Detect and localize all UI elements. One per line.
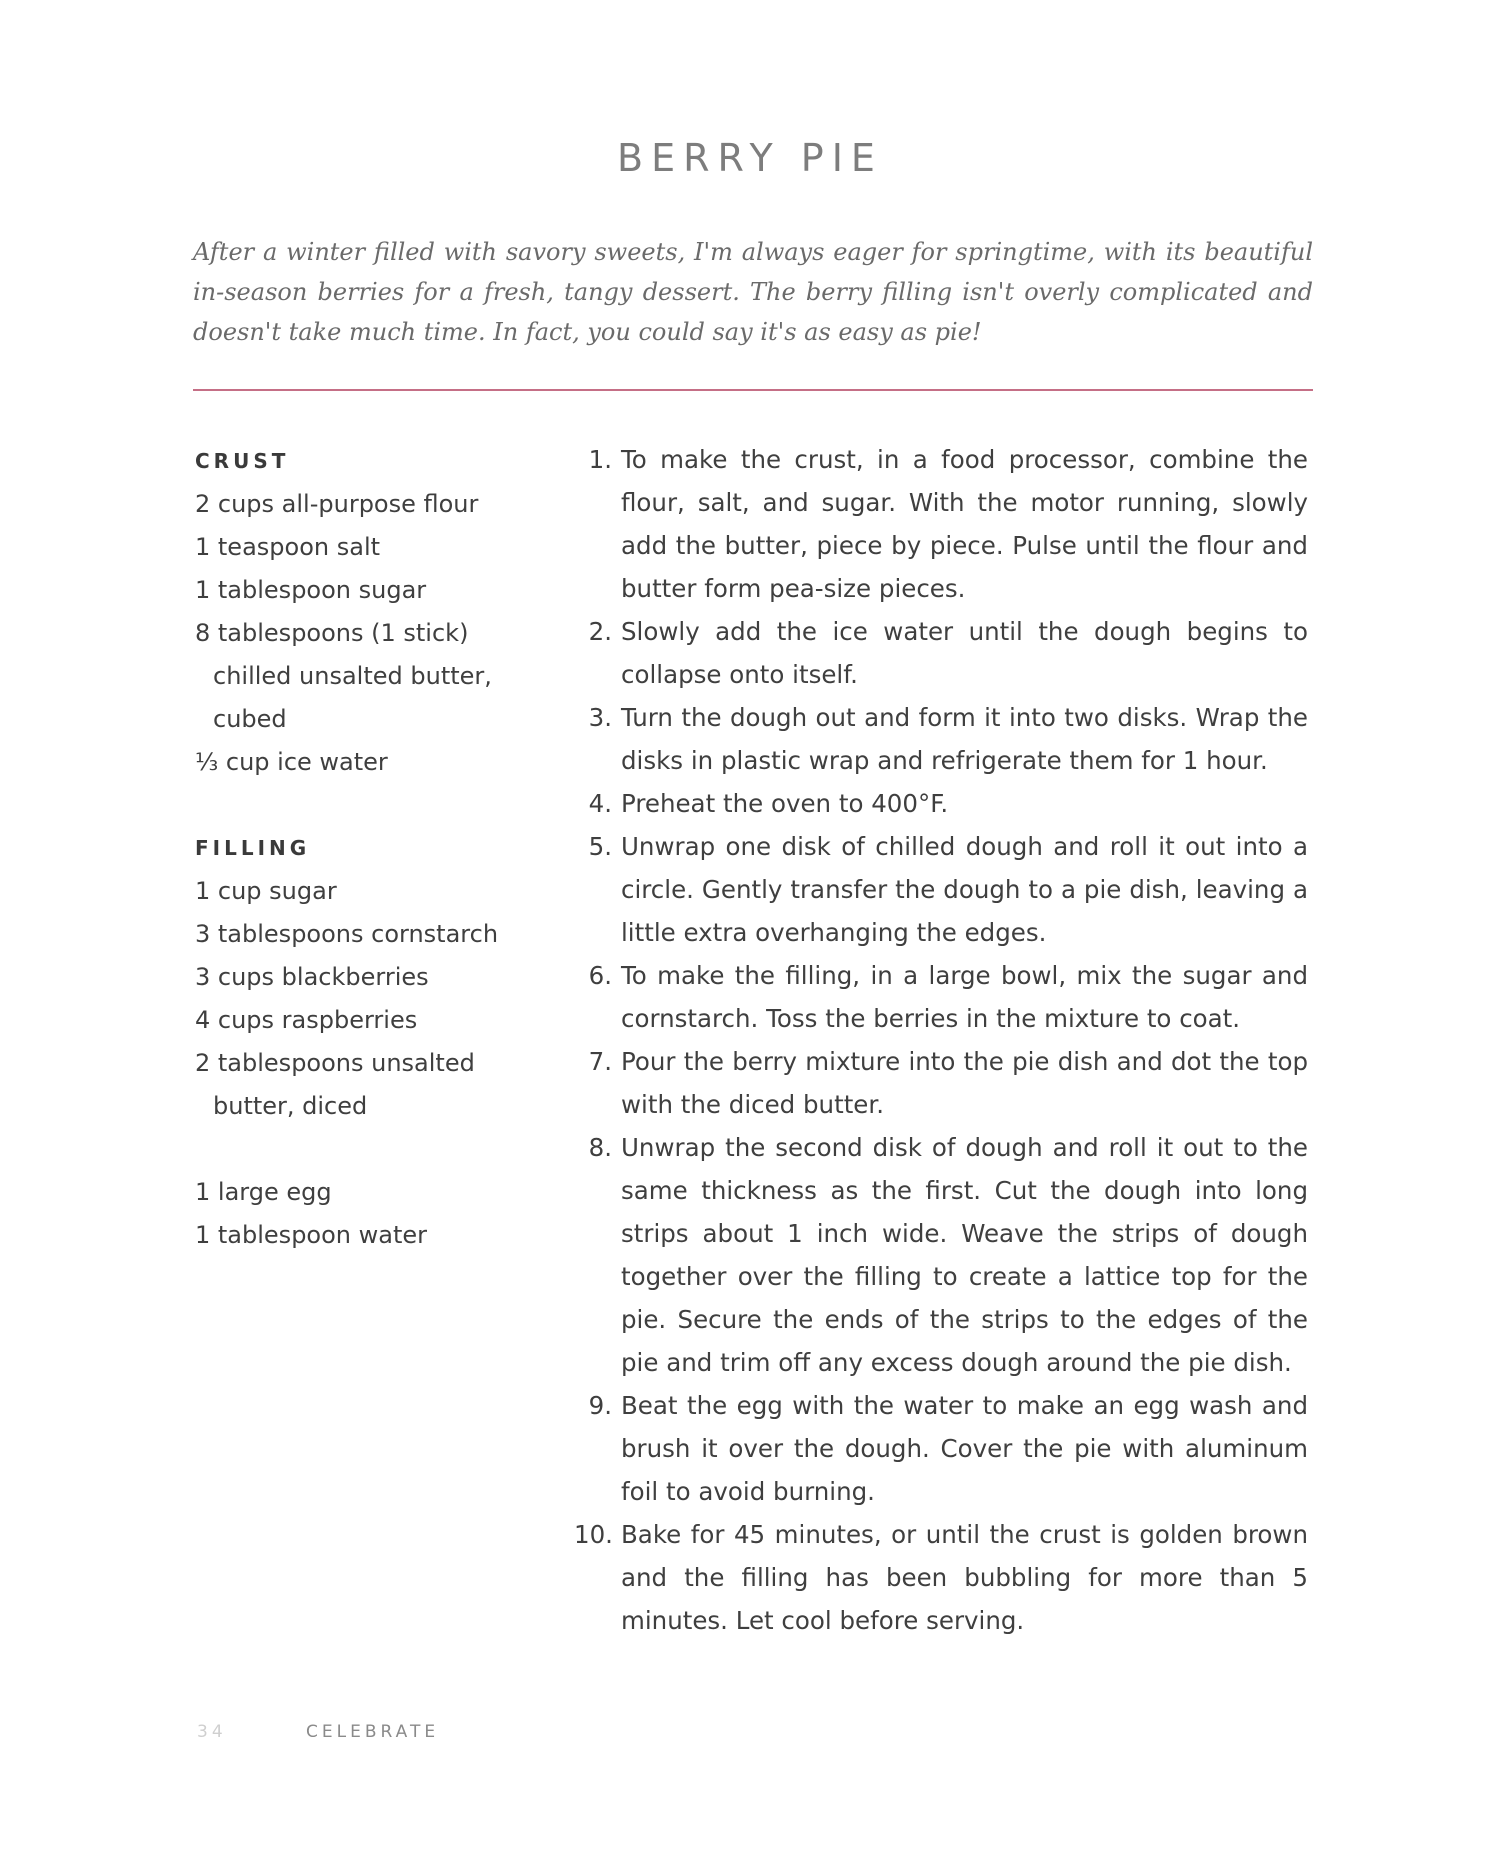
- step-number: 1.: [588, 445, 612, 474]
- step-number: 6.: [588, 961, 612, 990]
- instruction-step: [574, 782, 1308, 825]
- instruction-step: [574, 696, 1308, 782]
- step-text: Preheat the oven to 400°F.: [621, 789, 949, 818]
- step-text: Slowly add the ice water until the dough begins to collapse onto itself.: [621, 617, 1308, 689]
- step-number: 7.: [588, 1047, 612, 1076]
- instruction-step: [574, 1126, 1308, 1384]
- step-number: 10.: [574, 1520, 613, 1549]
- step-number: 4.: [588, 789, 612, 818]
- step-text: Turn the dough out and form it into two disks. Wrap the disks in plastic wrap and refrigerate them for 1 hour.: [621, 703, 1308, 775]
- ingredient-item: 1 large egg: [195, 1178, 332, 1206]
- section-name: CELEBRATE: [306, 1722, 440, 1742]
- page-footer: [197, 1722, 439, 1742]
- ingredient-item: 1 tablespoon sugar: [195, 576, 427, 604]
- instruction-step: [574, 610, 1308, 696]
- step-number: 5.: [588, 832, 612, 861]
- ingredients-column: [195, 440, 535, 1257]
- ingredient-item: 8 tablespoons (1 stick) chilled unsalted butter, cubed: [195, 619, 492, 733]
- crust-heading: CRUST: [195, 449, 290, 473]
- ingredient-item: 3 cups blackberries: [195, 963, 429, 991]
- ingredient-item: 1 tablespoon water: [195, 1221, 428, 1249]
- instruction-step: [574, 954, 1308, 1040]
- recipe-title: BERRY PIE: [617, 136, 883, 180]
- step-text: To make the filling, in a large bowl, mix the sugar and cornstarch. Toss the berries in the mixture to coat.: [621, 961, 1308, 1033]
- ingredient-item: 4 cups raspberries: [195, 1006, 418, 1034]
- ingredient-item: 2 cups all-purpose flour: [195, 490, 479, 518]
- section-spacer: [195, 784, 535, 827]
- divider-rule: [193, 389, 1313, 391]
- step-text: Unwrap one disk of chilled dough and roll it out into a circle. Gently transfer the dough to a pie dish, leaving a little extra overhanging the edges.: [621, 832, 1308, 947]
- step-text: Bake for 45 minutes, or until the crust is golden brown and the filling has been bubbling for more than 5 minutes. Let cool before serving.: [621, 1520, 1308, 1635]
- instruction-step: [574, 1513, 1308, 1642]
- ingredient-item: 2 tablespoons unsalted butter, diced: [195, 1049, 475, 1120]
- step-text: To make the crust, in a food processor, combine the flour, salt, and sugar. With the motor running, slowly add the butter, piece by piece. Pulse until the flour and butter form pea-size pieces.: [621, 445, 1308, 603]
- step-text: Unwrap the second disk of dough and roll it out to the same thickness as the first. Cut the dough into long strips about 1 inch wide. Weave the strips of dough together over the filling to create a lattice top for the pie. Secure the ends of the strips to the edges of the pie and trim off any excess dough around the pie dish.: [621, 1133, 1308, 1377]
- page-number: 34: [197, 1722, 227, 1742]
- step-number: 8.: [588, 1133, 612, 1162]
- step-number: 3.: [588, 703, 612, 732]
- step-number: 9.: [588, 1391, 612, 1420]
- ingredient-item: 3 tablespoons cornstarch: [195, 920, 499, 948]
- step-number: 2.: [588, 617, 612, 646]
- step-text: Pour the berry mixture into the pie dish and dot the top with the diced butter.: [621, 1047, 1308, 1119]
- section-spacer: [195, 1128, 535, 1171]
- instruction-step: [574, 1384, 1308, 1513]
- recipe-intro: After a winter filled with savory sweets, I'm always eager for springtime, with its beautiful in-season berries for a fresh, tangy dessert. The berry filling isn't overly complicated and doesn't take much time. In fact, you could say it's as easy as pie!: [193, 238, 1313, 346]
- instruction-step: [574, 1040, 1308, 1126]
- ingredient-item: 1 cup sugar: [195, 877, 337, 905]
- ingredient-item: 1 teaspoon salt: [195, 533, 381, 561]
- instruction-step: [574, 825, 1308, 954]
- filling-heading: FILLING: [195, 836, 311, 860]
- step-text: Beat the egg with the water to make an egg wash and brush it over the dough. Cover the pie with aluminum foil to avoid burning.: [621, 1391, 1308, 1506]
- ingredient-item: ⅓ cup ice water: [195, 748, 388, 776]
- instruction-step: [574, 438, 1308, 610]
- instructions-list: [574, 438, 1308, 1642]
